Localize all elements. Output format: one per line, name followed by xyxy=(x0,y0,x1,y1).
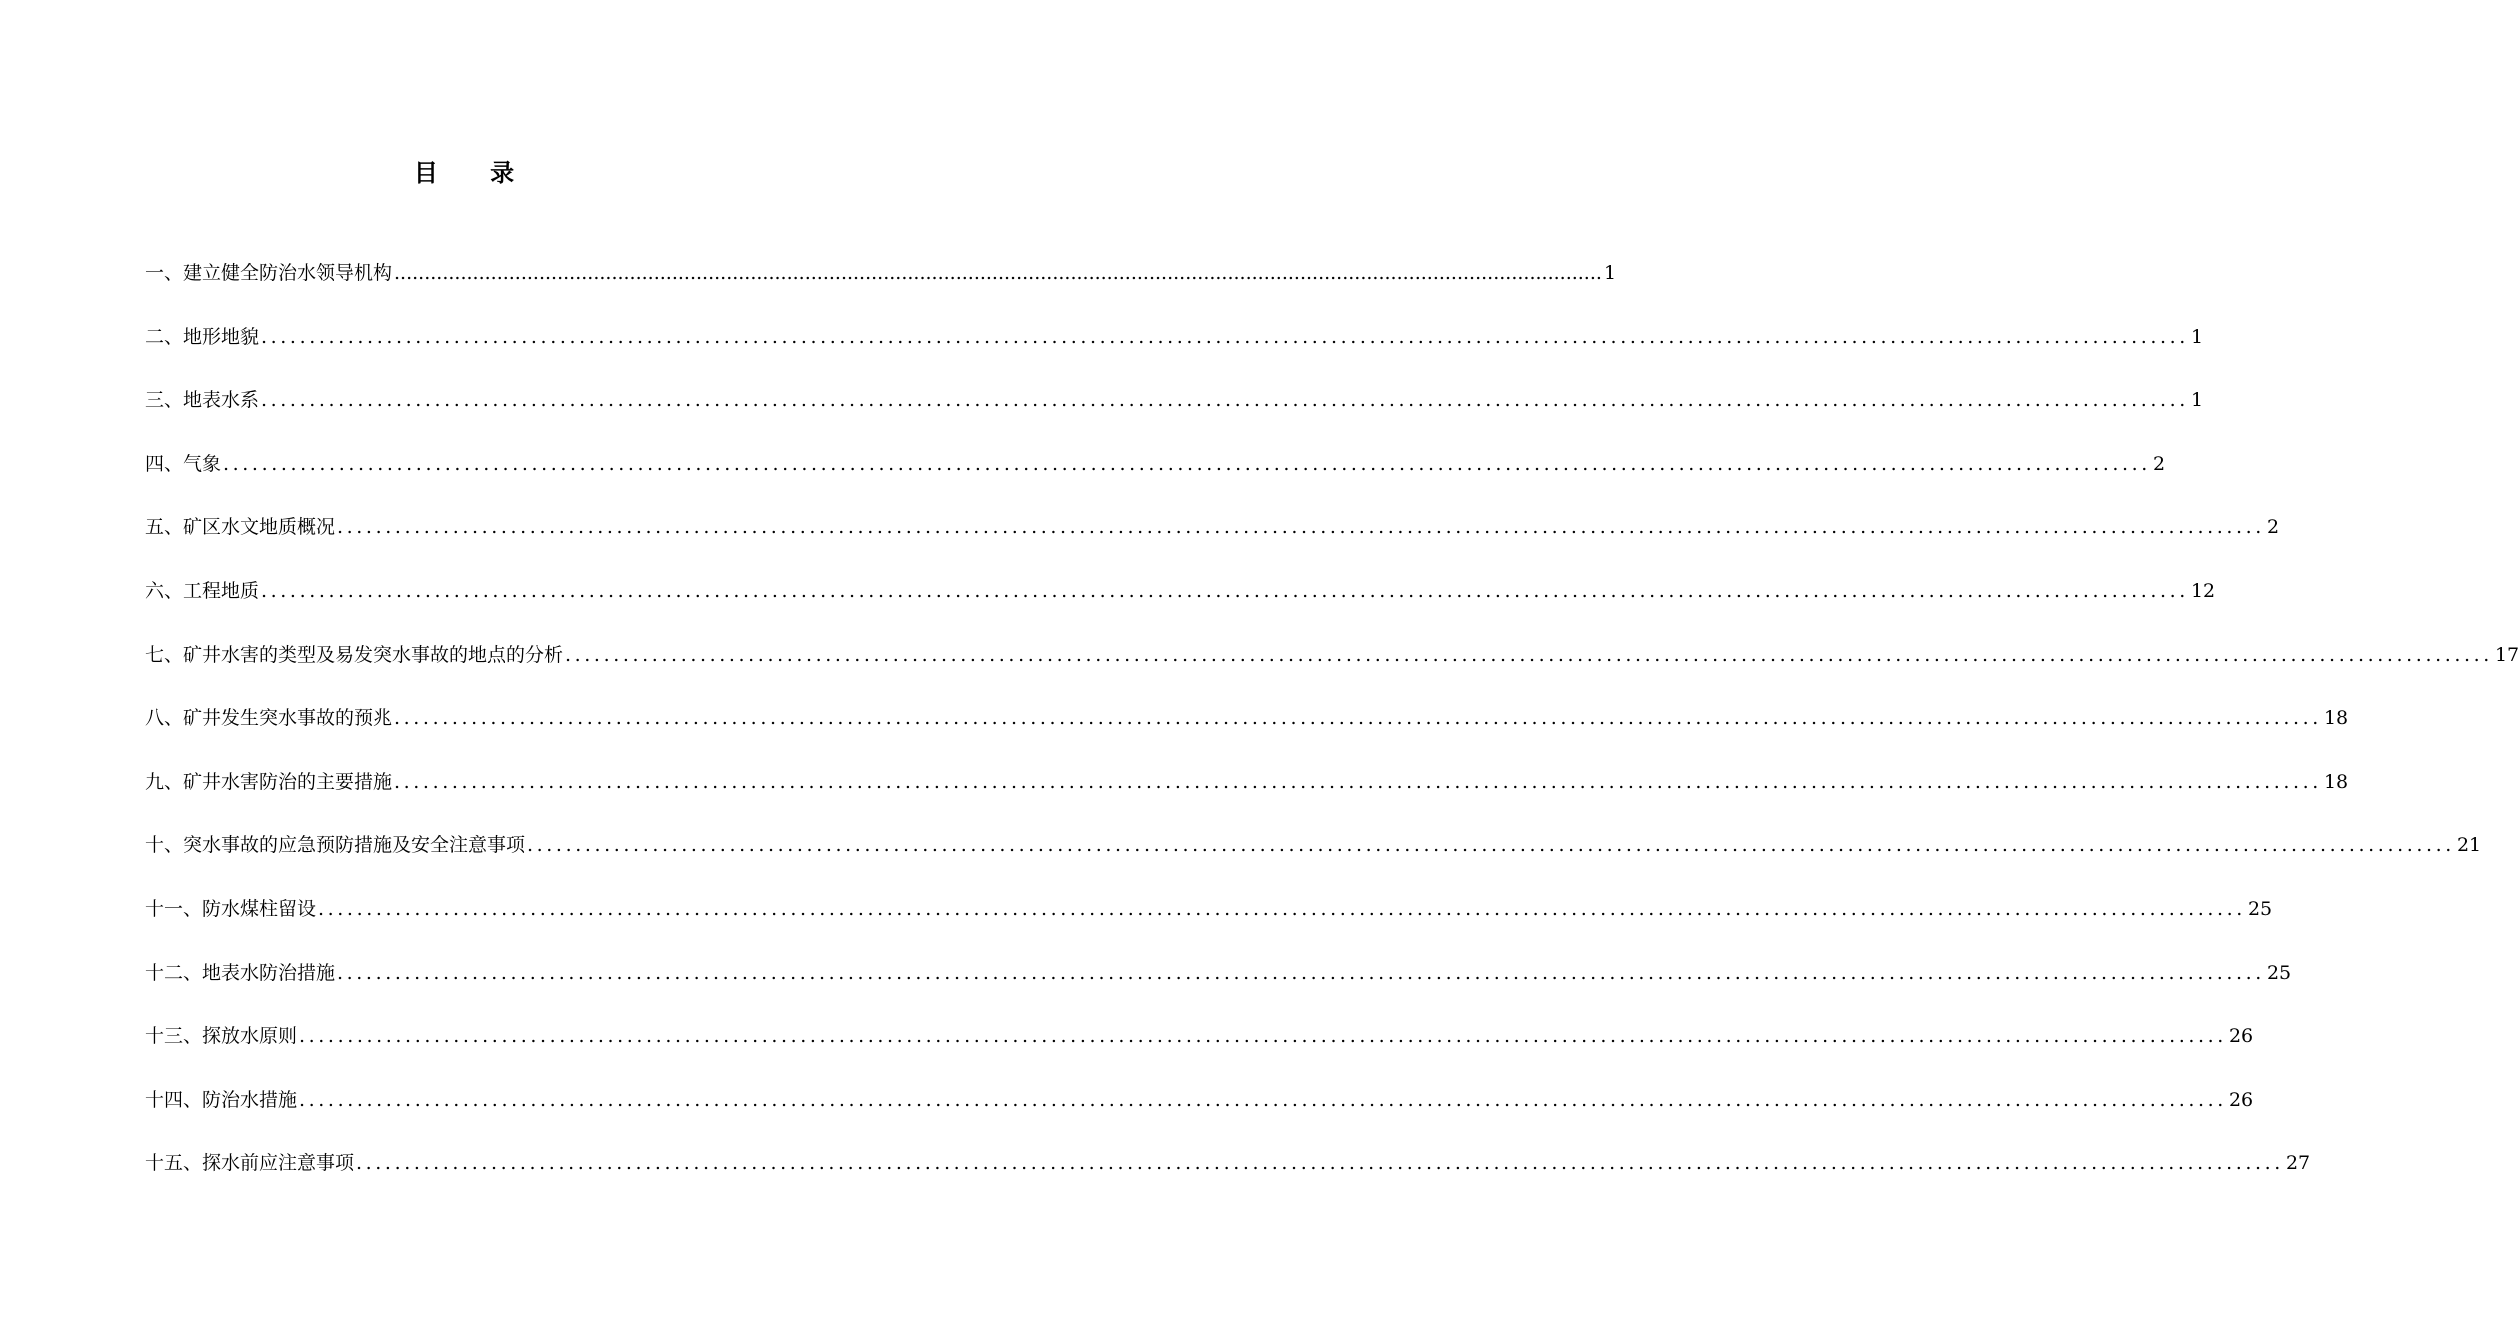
toc-leader-dots: ........................................................................................................................................................................................................ xyxy=(261,325,2189,348)
toc-entry-page: 27 xyxy=(2285,1152,2311,1175)
toc-entry[interactable] xyxy=(145,254,1617,318)
toc-entry-label: 九、矿井水害防治的主要措施 xyxy=(145,770,393,793)
toc-entry[interactable] xyxy=(145,826,2482,890)
toc-list xyxy=(145,254,2519,1208)
toc-entry-label: 十、突水事故的应急预防措施及安全注意事项 xyxy=(145,834,526,857)
toc-entry[interactable] xyxy=(145,763,2349,827)
toc-leader-dots: ........................................................................................................................................................................................................ xyxy=(337,961,2265,984)
toc-entry-label: 十二、地表水防治措施 xyxy=(145,961,336,984)
toc-entry-label: 十五、探水前应注意事项 xyxy=(145,1152,355,1175)
toc-title: 目 录 xyxy=(413,158,537,187)
toc-entry-page: 18 xyxy=(2323,770,2349,793)
toc-entry[interactable] xyxy=(145,445,2166,509)
toc-entry-page: 1 xyxy=(2190,389,2204,412)
toc-entry-label: 五、矿区水文地质概况 xyxy=(145,516,336,539)
toc-entry[interactable] xyxy=(145,508,2280,572)
toc-leader-dots: ........................................................................................................................................................................................................ xyxy=(394,707,2322,730)
toc-leader-dots: ........................................................................................................................................................................................................ xyxy=(394,770,2322,793)
toc-entry-page: 1 xyxy=(2190,325,2204,348)
toc-leader-dots: ........................................................................................................................................................................................................ xyxy=(337,516,2265,539)
toc-entry-label: 七、矿井水害的类型及易发突水事故的地点的分析 xyxy=(145,643,564,666)
toc-leader-dots: ........................................................................................................................................................................................................ xyxy=(223,452,2151,475)
toc-entry[interactable] xyxy=(145,381,2204,445)
toc-leader-dots: ........................................................................................................................................................................................................ xyxy=(261,579,2189,602)
toc-entry-label: 二、地形地貌 xyxy=(145,325,260,348)
toc-entry[interactable] xyxy=(145,890,2273,954)
toc-entry-page: 1 xyxy=(1603,262,1617,284)
toc-entry-label: 四、气象 xyxy=(145,452,222,475)
toc-entry[interactable] xyxy=(145,954,2292,1018)
toc-entry-label: 十三、探放水原则 xyxy=(145,1025,298,1048)
toc-entry[interactable] xyxy=(145,636,2519,700)
toc-entry-label: 十四、防治水措施 xyxy=(145,1088,298,1111)
toc-leader-dots: ........................................................................................................................................................................................................ xyxy=(394,262,1602,284)
toc-leader-dots: ........................................................................................................................................................................................................ xyxy=(299,1025,2227,1048)
toc-entry-page: 26 xyxy=(2228,1088,2254,1111)
toc-leader-dots: ........................................................................................................................................................................................................ xyxy=(565,643,2493,666)
toc-entry-label: 八、矿井发生突水事故的预兆 xyxy=(145,707,393,730)
toc-entry[interactable] xyxy=(145,1081,2254,1145)
toc-entry-page: 2 xyxy=(2266,516,2280,539)
toc-entry-page: 25 xyxy=(2266,961,2292,984)
toc-entry-label: 六、工程地质 xyxy=(145,579,260,602)
toc-entry[interactable] xyxy=(145,1144,2311,1208)
toc-entry-label: 一、建立健全防治水领导机构 xyxy=(145,262,393,284)
toc-leader-dots: ........................................................................................................................................................................................................ xyxy=(318,897,2246,920)
toc-entry-page: 26 xyxy=(2228,1025,2254,1048)
toc-entry-page: 18 xyxy=(2323,707,2349,730)
toc-entry[interactable] xyxy=(145,572,2216,636)
toc-entry-page: 2 xyxy=(2152,452,2166,475)
toc-entry-page: 21 xyxy=(2456,834,2482,857)
toc-entry[interactable] xyxy=(145,1017,2254,1081)
toc-leader-dots: ........................................................................................................................................................................................................ xyxy=(356,1152,2284,1175)
toc-leader-dots: ........................................................................................................................................................................................................ xyxy=(261,389,2189,412)
toc-entry-page: 12 xyxy=(2190,579,2216,602)
toc-entry[interactable] xyxy=(145,318,2204,382)
toc-entry-page: 25 xyxy=(2247,897,2273,920)
toc-entry-label: 十一、防水煤柱留设 xyxy=(145,897,317,920)
toc-leader-dots: ........................................................................................................................................................................................................ xyxy=(527,834,2455,857)
toc-entry-label: 三、地表水系 xyxy=(145,389,260,412)
toc-entry[interactable] xyxy=(145,699,2349,763)
toc-leader-dots: ........................................................................................................................................................................................................ xyxy=(299,1088,2227,1111)
toc-entry-page: 17 xyxy=(2494,643,2519,666)
